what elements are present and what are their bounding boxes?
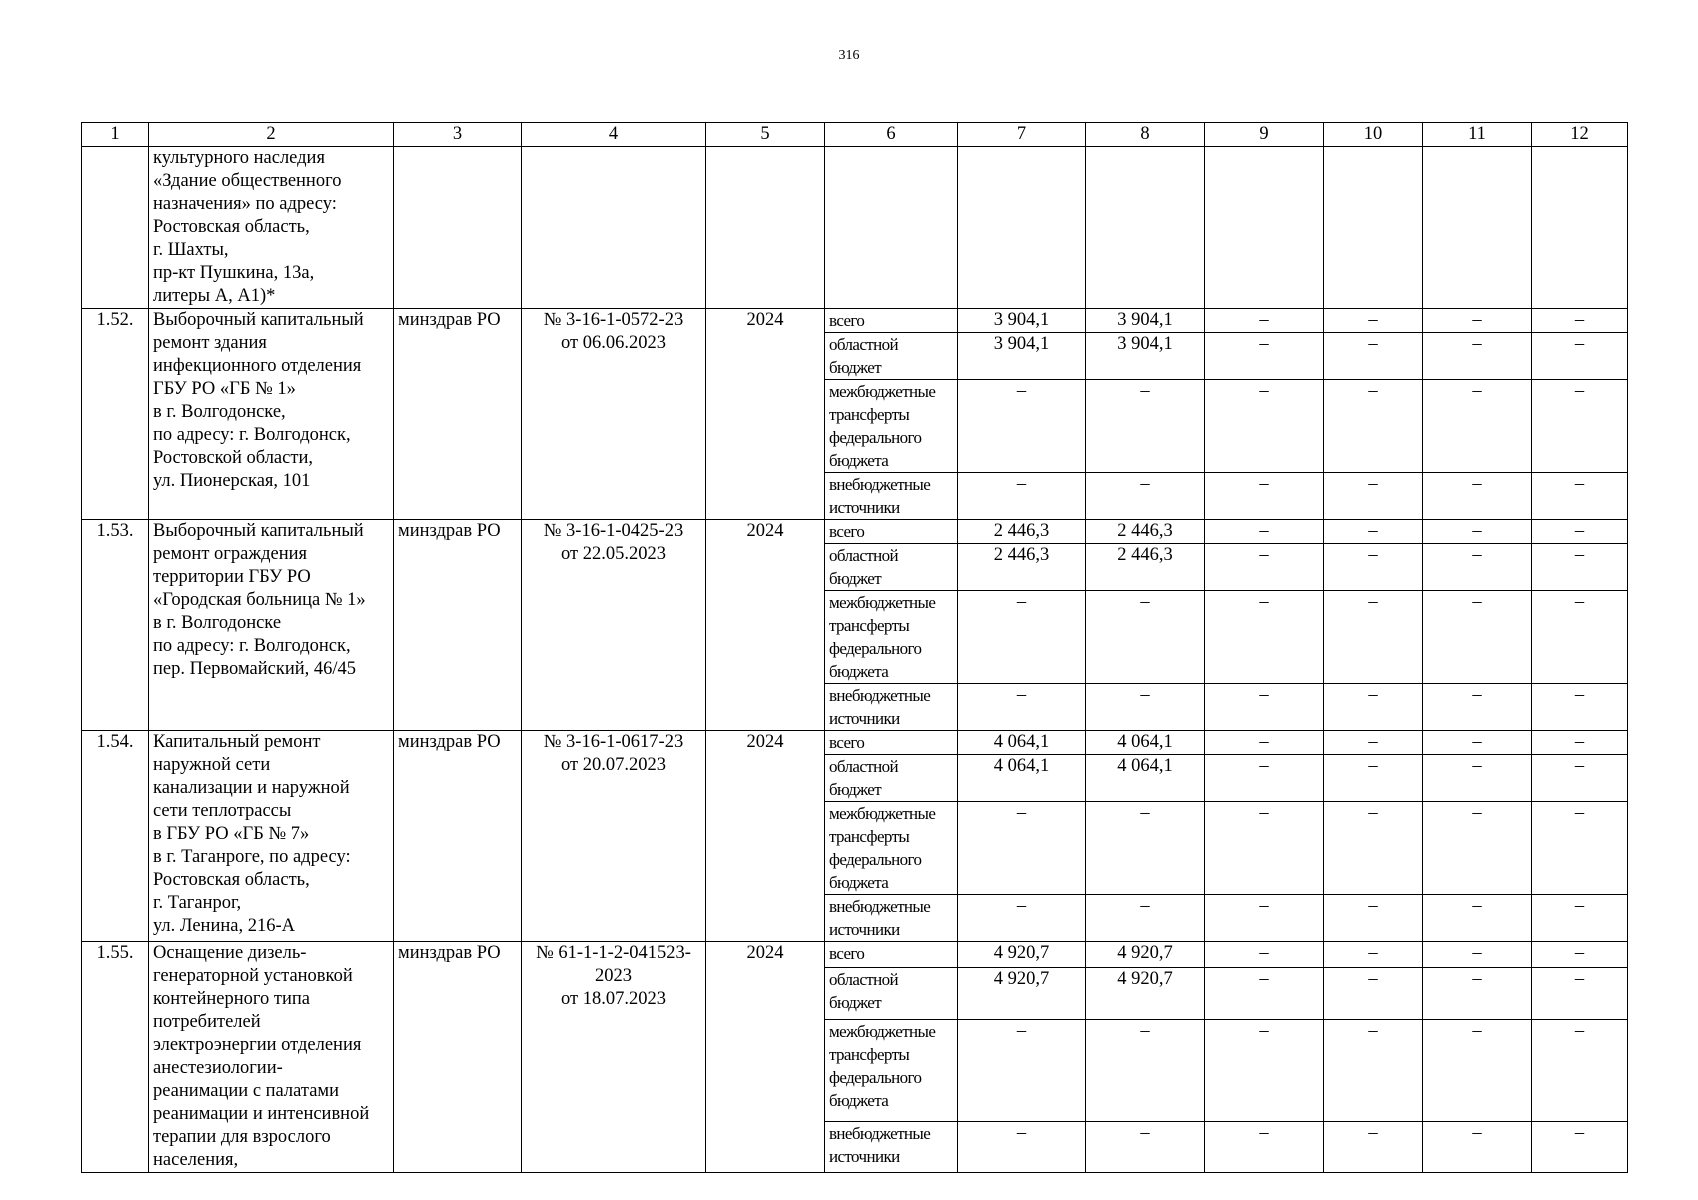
table-row <box>82 942 1628 968</box>
amount-col8: – <box>1086 895 1205 942</box>
amount-col9: – <box>1205 544 1324 591</box>
amount-col8: 4 064,1 <box>1086 755 1205 802</box>
amount-col12: – <box>1532 895 1628 942</box>
entry-document: № 3-16-1-0425-23 от 22.05.2023 <box>522 520 706 731</box>
continuation-text: культурного наследия «Здание общественного назначения» по адресу: Ростовская область, г. Шахты, пр-кт Пушкина, 13а, литеры А, А1)* <box>149 147 394 309</box>
entry-document: № 61-1-1-2-041523- 2023 от 18.07.2023 <box>522 942 706 1173</box>
column-header: 7 <box>958 123 1086 147</box>
amount-col11: – <box>1423 309 1532 333</box>
amount-col8: 3 904,1 <box>1086 309 1205 333</box>
amount-col11: – <box>1423 333 1532 380</box>
amount-col8: 4 920,7 <box>1086 942 1205 968</box>
table-row <box>82 731 1628 755</box>
column-header: 11 <box>1423 123 1532 147</box>
amount-col11: – <box>1423 802 1532 895</box>
column-header: 5 <box>706 123 825 147</box>
funding-source: межбюджетные трансферты федерального бюджета <box>825 591 958 684</box>
amount-col11: – <box>1423 544 1532 591</box>
amount-col9: – <box>1205 968 1324 1019</box>
table-row <box>82 520 1628 544</box>
entry-customer: минздрав РО <box>394 942 522 1173</box>
amount-col10: – <box>1324 895 1423 942</box>
funding-source: межбюджетные трансферты федерального бюджета <box>825 380 958 473</box>
amount-col9: – <box>1205 309 1324 333</box>
funding-source: областной бюджет <box>825 544 958 591</box>
amount-col10: – <box>1324 1019 1423 1121</box>
funding-source: всего <box>825 309 958 333</box>
amount-col10: – <box>1324 333 1423 380</box>
funding-source: областной бюджет <box>825 755 958 802</box>
table-cell <box>522 147 706 309</box>
amount-col10: – <box>1324 309 1423 333</box>
amount-col10: – <box>1324 802 1423 895</box>
amount-col12: – <box>1532 684 1628 731</box>
amount-col10: – <box>1324 1121 1423 1172</box>
amount-col12: – <box>1532 802 1628 895</box>
amount-col11: – <box>1423 520 1532 544</box>
table-cell <box>82 147 149 309</box>
amount-col10: – <box>1324 684 1423 731</box>
amount-col10: – <box>1324 731 1423 755</box>
entry-document: № 3-16-1-0617-23 от 20.07.2023 <box>522 731 706 942</box>
column-header: 2 <box>149 123 394 147</box>
entry-customer: минздрав РО <box>394 309 522 520</box>
amount-col10: – <box>1324 520 1423 544</box>
column-header: 1 <box>82 123 149 147</box>
amount-col7: 4 920,7 <box>958 968 1086 1019</box>
amount-col12: – <box>1532 968 1628 1019</box>
amount-col9: – <box>1205 333 1324 380</box>
table-cell <box>825 147 958 309</box>
table-cell <box>1205 147 1324 309</box>
amount-col7: 3 904,1 <box>958 309 1086 333</box>
funding-source: всего <box>825 520 958 544</box>
amount-col8: – <box>1086 591 1205 684</box>
amount-col8: – <box>1086 1019 1205 1121</box>
budget-table <box>81 122 1628 1173</box>
amount-col7: 4 920,7 <box>958 942 1086 968</box>
amount-col10: – <box>1324 942 1423 968</box>
amount-col12: – <box>1532 544 1628 591</box>
amount-col9: – <box>1205 802 1324 895</box>
entry-name: Выборочный капитальный ремонт здания инфекционного отделения ГБУ РО «ГБ № 1» в г. Волгодонске, по адресу: г. Волгодонск, Ростовской области, ул. Пионерская, 101 <box>149 309 394 520</box>
amount-col12: – <box>1532 731 1628 755</box>
continuation-row <box>82 147 1628 309</box>
table-cell <box>1532 147 1628 309</box>
funding-source: межбюджетные трансферты федерального бюджета <box>825 802 958 895</box>
amount-col8: 3 904,1 <box>1086 333 1205 380</box>
entry-year: 2024 <box>706 942 825 1173</box>
amount-col7: – <box>958 1019 1086 1121</box>
entry-customer: минздрав РО <box>394 520 522 731</box>
column-header-row <box>82 123 1628 147</box>
funding-source: внебюджетные источники <box>825 1121 958 1172</box>
amount-col12: – <box>1532 755 1628 802</box>
amount-col7: – <box>958 684 1086 731</box>
funding-source: областной бюджет <box>825 968 958 1019</box>
amount-col7: – <box>958 591 1086 684</box>
amount-col7: 3 904,1 <box>958 333 1086 380</box>
amount-col7: 4 064,1 <box>958 755 1086 802</box>
amount-col9: – <box>1205 520 1324 544</box>
column-header: 10 <box>1324 123 1423 147</box>
amount-col12: – <box>1532 591 1628 684</box>
table-cell <box>706 147 825 309</box>
entry-number: 1.52. <box>82 309 149 520</box>
column-header: 12 <box>1532 123 1628 147</box>
amount-col11: – <box>1423 968 1532 1019</box>
amount-col7: 2 446,3 <box>958 544 1086 591</box>
amount-col11: – <box>1423 380 1532 473</box>
entry-name: Оснащение дизель- генераторной установкой контейнерного типа потребителей электроэнергии отделения анестезиологии- реанимации с палатами реанимации и интенсивной терапии для взрослого населения, <box>149 942 394 1173</box>
amount-col11: – <box>1423 591 1532 684</box>
entry-name: Капитальный ремонт наружной сети канализации и наружной сети теплотрассы в ГБУ РО «ГБ № 7» в г. Таганроге, по адресу: Ростовская область, г. Таганрог, ул. Ленина, 216-А <box>149 731 394 942</box>
column-header: 6 <box>825 123 958 147</box>
funding-source: межбюджетные трансферты федерального бюджета <box>825 1019 958 1121</box>
amount-col7: – <box>958 802 1086 895</box>
table-cell <box>1086 147 1205 309</box>
amount-col9: – <box>1205 684 1324 731</box>
amount-col7: – <box>958 380 1086 473</box>
funding-source: внебюджетные источники <box>825 684 958 731</box>
amount-col7: 4 064,1 <box>958 731 1086 755</box>
amount-col7: 2 446,3 <box>958 520 1086 544</box>
amount-col8: – <box>1086 473 1205 520</box>
table-cell <box>1324 147 1423 309</box>
entry-number: 1.53. <box>82 520 149 731</box>
table-cell <box>1423 147 1532 309</box>
amount-col12: – <box>1532 520 1628 544</box>
amount-col10: – <box>1324 755 1423 802</box>
amount-col8: 2 446,3 <box>1086 520 1205 544</box>
column-header: 4 <box>522 123 706 147</box>
amount-col11: – <box>1423 942 1532 968</box>
amount-col12: – <box>1532 1019 1628 1121</box>
entry-year: 2024 <box>706 731 825 942</box>
entry-number: 1.55. <box>82 942 149 1173</box>
amount-col11: – <box>1423 1121 1532 1172</box>
amount-col8: 2 446,3 <box>1086 544 1205 591</box>
amount-col12: – <box>1532 1121 1628 1172</box>
amount-col9: – <box>1205 895 1324 942</box>
funding-source: всего <box>825 731 958 755</box>
entry-document: № 3-16-1-0572-23 от 06.06.2023 <box>522 309 706 520</box>
amount-col8: – <box>1086 380 1205 473</box>
amount-col11: – <box>1423 1019 1532 1121</box>
funding-source: внебюджетные источники <box>825 895 958 942</box>
amount-col7: – <box>958 473 1086 520</box>
entry-number: 1.54. <box>82 731 149 942</box>
funding-source: всего <box>825 942 958 968</box>
page-number: 316 <box>838 48 860 63</box>
amount-col12: – <box>1532 942 1628 968</box>
amount-col7: – <box>958 895 1086 942</box>
entry-year: 2024 <box>706 520 825 731</box>
amount-col12: – <box>1532 333 1628 380</box>
column-header: 3 <box>394 123 522 147</box>
table-cell <box>958 147 1086 309</box>
amount-col11: – <box>1423 895 1532 942</box>
amount-col8: – <box>1086 802 1205 895</box>
amount-col9: – <box>1205 1121 1324 1172</box>
amount-col9: – <box>1205 591 1324 684</box>
amount-col12: – <box>1532 309 1628 333</box>
amount-col8: – <box>1086 1121 1205 1172</box>
amount-col9: – <box>1205 380 1324 473</box>
entry-year: 2024 <box>706 309 825 520</box>
amount-col10: – <box>1324 544 1423 591</box>
amount-col10: – <box>1324 473 1423 520</box>
amount-col10: – <box>1324 968 1423 1019</box>
entry-name: Выборочный капитальный ремонт ограждения территории ГБУ РО «Городская больница № 1» в г. Волгодонске по адресу: г. Волгодонск, пер. Первомайский, 46/45 <box>149 520 394 731</box>
amount-col11: – <box>1423 473 1532 520</box>
amount-col10: – <box>1324 380 1423 473</box>
amount-col9: – <box>1205 755 1324 802</box>
column-header: 9 <box>1205 123 1324 147</box>
amount-col12: – <box>1532 380 1628 473</box>
amount-col9: – <box>1205 942 1324 968</box>
table-cell <box>394 147 522 309</box>
amount-col11: – <box>1423 731 1532 755</box>
funding-source: областной бюджет <box>825 333 958 380</box>
amount-col11: – <box>1423 684 1532 731</box>
amount-col10: – <box>1324 591 1423 684</box>
amount-col12: – <box>1532 473 1628 520</box>
amount-col7: – <box>958 1121 1086 1172</box>
amount-col8: 4 064,1 <box>1086 731 1205 755</box>
amount-col9: – <box>1205 473 1324 520</box>
amount-col9: – <box>1205 731 1324 755</box>
table-row <box>82 309 1628 333</box>
amount-col8: 4 920,7 <box>1086 968 1205 1019</box>
funding-source: внебюджетные источники <box>825 473 958 520</box>
amount-col11: – <box>1423 755 1532 802</box>
entry-customer: минздрав РО <box>394 731 522 942</box>
amount-col8: – <box>1086 684 1205 731</box>
amount-col9: – <box>1205 1019 1324 1121</box>
column-header: 8 <box>1086 123 1205 147</box>
